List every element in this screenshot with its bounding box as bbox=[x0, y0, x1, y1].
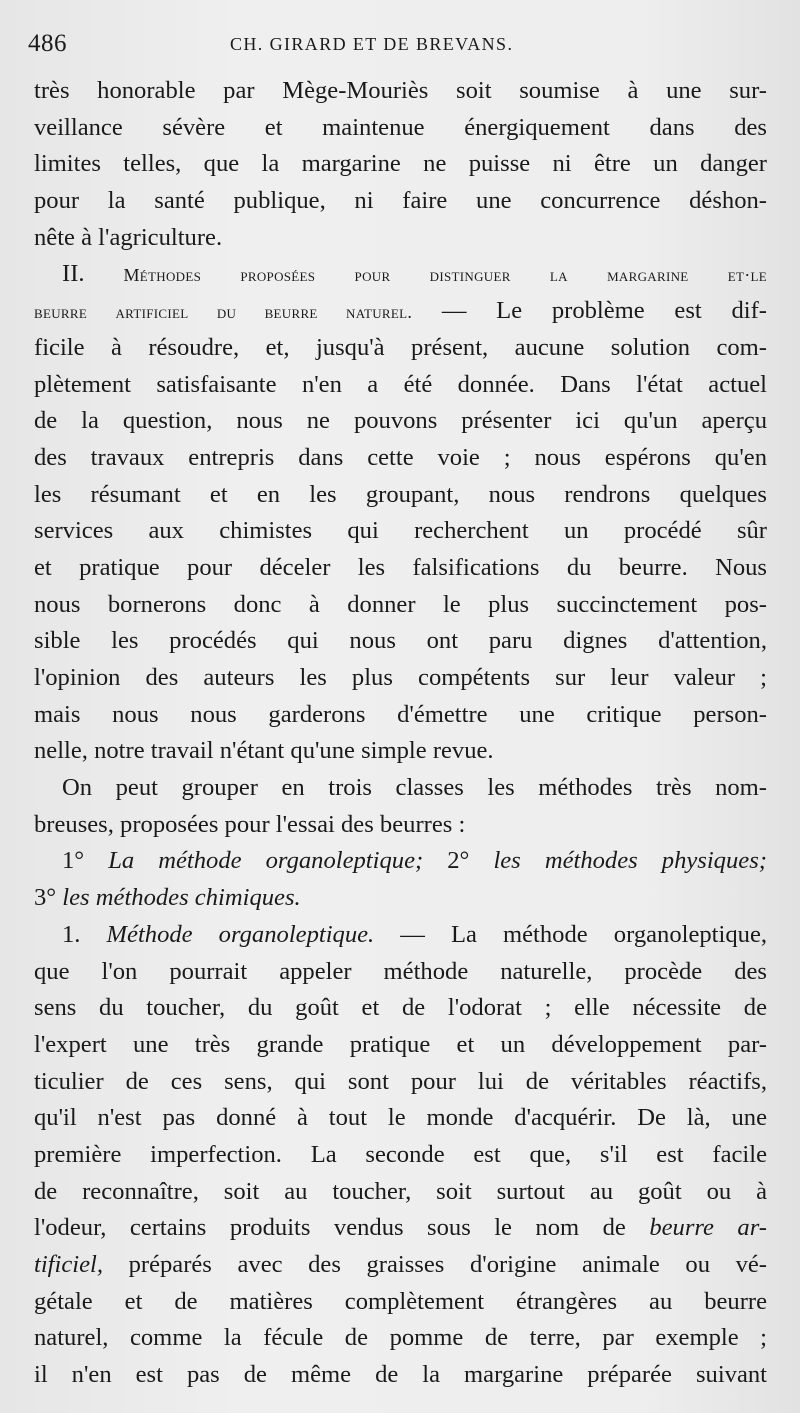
running-head: CH. GIRARD ET DE BREVANS. bbox=[230, 34, 514, 54]
list-item: La méthode organoleptique; bbox=[108, 847, 424, 875]
text-line: il n'en est pas de même de la margarine préparée suivant bbox=[34, 1361, 767, 1389]
list-item: les méthodes chimiques. bbox=[62, 884, 301, 912]
list-number: 1° bbox=[62, 847, 85, 875]
text-line: de reconnaître, soit au toucher, soit surtout au goût ou à bbox=[34, 1177, 767, 1205]
subsection-number: 1. bbox=[62, 920, 81, 948]
text-line: très honorable par Mège-Mouriès soit soumise à une sur- bbox=[34, 77, 767, 104]
subsection-heading-line bbox=[34, 917, 767, 954]
text-line bbox=[34, 1210, 767, 1247]
text-line: ficile à résoudre, et, jusqu'à présent, aucune solution com- bbox=[34, 333, 767, 361]
method-list-line bbox=[34, 880, 767, 917]
text-line: ticulier de ces sens, qui sont pour lui de véritables réactifs, bbox=[34, 1067, 767, 1095]
method-list-line bbox=[34, 843, 767, 880]
list-item: les méthodes physiques; bbox=[493, 847, 767, 875]
page-header bbox=[28, 30, 768, 70]
text-line: première imperfection. La seconde est que, s'il est facile bbox=[34, 1140, 767, 1168]
text-line: des travaux entrepris dans cette voie ; nous espérons qu'en bbox=[34, 443, 767, 471]
section-heading-line bbox=[34, 256, 767, 293]
text-line: l'opinion des auteurs les plus compétents sur leur valeur ; bbox=[34, 664, 767, 691]
text-line: nous bornerons donc à donner le plus succinctement pos- bbox=[34, 590, 767, 618]
text-line: nelle, notre travail n'étant qu'une simple revue. bbox=[34, 737, 494, 765]
text-line: sible les procédés qui nous ont paru dignes d'attention, bbox=[34, 627, 767, 655]
text-line: qu'il n'est pas donné à tout le monde d'acquérir. De là, une bbox=[34, 1104, 767, 1132]
text-line: et pratique pour déceler les falsifications du beurre. Nous bbox=[34, 553, 767, 581]
text-line: breuses, proposées pour l'essai des beurres : bbox=[34, 810, 466, 838]
subsection-continuation: — La méthode organoleptique, bbox=[374, 920, 768, 948]
text-line: les résumant et en les groupant, nous rendrons quelques bbox=[34, 480, 767, 508]
text-line: que l'on pourrait appeler méthode naturelle, procède des bbox=[34, 957, 767, 985]
section-number: II. bbox=[62, 260, 85, 288]
section-heading-continuation: — Le problème est dif- bbox=[412, 297, 767, 325]
text-segment: l'odeur, certains produits vendus sous le nom de bbox=[34, 1214, 626, 1242]
text-line: plètement satisfaisante n'en a été donnée. Dans l'état actuel bbox=[34, 370, 767, 398]
list-number: 2° bbox=[447, 847, 470, 875]
text-line: veillance sévère et maintenue énergiquement dans des bbox=[34, 113, 767, 141]
text-line: limites telles, que la margarine ne puisse ni être un danger bbox=[34, 150, 767, 178]
subsection-title: Méthode organoleptique. bbox=[106, 920, 375, 948]
section-title-part-1: Méthodes proposées pour distinguer la margarine et·le bbox=[123, 265, 768, 286]
text-line: l'expert une très grande pratique et un développement par- bbox=[34, 1030, 767, 1058]
text-line: nête à l'agriculture. bbox=[34, 223, 223, 251]
text-line bbox=[34, 1247, 767, 1284]
text-line: services aux chimistes qui recherchent un procédé sûr bbox=[34, 517, 767, 545]
italic-term: tificiel, bbox=[34, 1251, 103, 1278]
text-line: mais nous nous garderons d'émettre une critique person- bbox=[34, 700, 767, 728]
text-line: On peut grouper en trois classes les méthodes très nom- bbox=[62, 774, 767, 802]
section-heading-line bbox=[34, 293, 767, 330]
text-line: sens du toucher, du goût et de l'odorat ; elle nécessite de bbox=[34, 994, 767, 1022]
body-text bbox=[34, 73, 767, 1394]
page-number: 486 bbox=[28, 30, 67, 57]
text-segment: préparés avec des graisses d'origine animale ou vé- bbox=[102, 1251, 767, 1278]
text-line: de la question, nous ne pouvons présenter ici qu'un aperçu bbox=[34, 407, 767, 435]
text-line: naturel, comme la fécule de pomme de terre, par exemple ; bbox=[34, 1324, 767, 1352]
text-line: pour la santé publique, ni faire une concurrence déshon- bbox=[34, 187, 767, 215]
section-title-part-2: beurre artificiel du beurre naturel. bbox=[34, 302, 413, 323]
text-line: gétale et de matières complètement étrangères au beurre bbox=[34, 1287, 767, 1315]
list-number: 3° bbox=[34, 884, 57, 912]
italic-term: beurre ar- bbox=[649, 1214, 767, 1242]
